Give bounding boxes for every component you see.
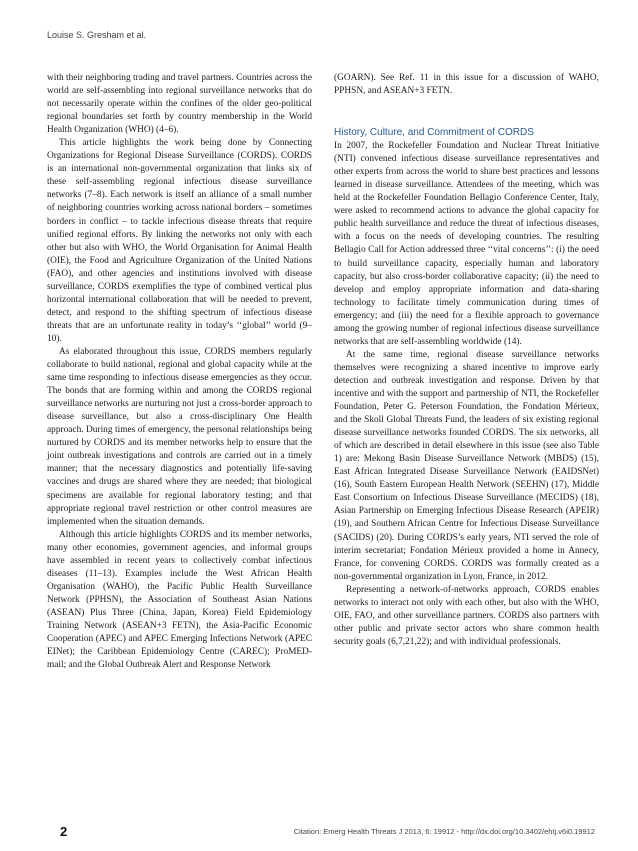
- right-column: [334, 72, 599, 649]
- section-heading: History, Culture, and Commitment of CORDS: [334, 127, 534, 139]
- page-number: 2: [60, 824, 68, 839]
- left-column: [47, 72, 312, 672]
- running-head: Louise S. Gresham et al.: [47, 30, 147, 40]
- body-paragraph: As elaborated throughout this issue, CORDS members regularly collaborate to build national, regional and global capacity while at the same time responding to infectious disease emergencies as they occur. The bonds that are forming within and among the CORDS regional surveillance networks are nurturing not just a cross-border approach to disease surveillance, but also a cross-disciplinary One Health approach. During times of emergency, the personal relationships being nurtured by CORDS and its member networks help to ensure that the joint outbreak investigations and controls are carried out in a timely manner; that the necessary diagnostics and potentially life-saving vaccines and drugs are shared where they are needed; that biological specimens are available for regional laboratory testing; and that appropriate regional travel restriction or other control measures are implemented when the situation demands.: [47, 346, 312, 527]
- body-paragraph: with their neighboring trading and travel partners. Countries across the world are self-assembling into regional surveillance networks that do not necessarily operate within the confines of the older geo-political regional boundaries set forth by country membership in the World Health Organization (WHO) (4–6).: [47, 73, 312, 136]
- body-paragraph: (GOARN). See Ref. 11 in this issue for a discussion of WAHO, PPHSN, and ASEAN+3 FETN.: [334, 73, 599, 97]
- body-paragraph: At the same time, regional disease surveillance networks themselves were recognizing a shared incentive to improve early detection and outbreak investigation and response. Driven by that incentive and with the support and partnership of NTI, the Rockefeller Foundation, Peter G. Peterson Foundation, the Fondation Mérieux, and the Skoll Global Threats Fund, the leaders of six existing regional disease surveillance networks founded CORDS. The six networks, all of which are described in detail elsewhere in this issue (see also Table 1) are: Mekong Basin Disease Surveillance Network (MBDS) (15), East African Integrated Disease Surveillance Network (EAIDSNet) (16), South Eastern European Health Network (SEEHN) (17), Middle East Consortium on Infectious Disease Surveillance (MECIDS) (18), Asian Partnership on Emerging Infectious Disease Research (APEIR) (19), and Southern African Centre for Infectious Disease Surveillance (SACIDS) (20). During CORDS’s early years, NTI served the role of interim secretariat; Fondation Mérieux provided a home in Annecy, France, for convening CORDS. CORDS was formally created as a non-governmental organization in Lyon, France, in 2012.: [334, 349, 599, 582]
- body-paragraph: In 2007, the Rockefeller Foundation and Nuclear Threat Initiative (NTI) convened infectious disease surveillance representatives and other experts from across the world to share best practices and lessons learned in disease surveillance. Attendees of the meeting, which was held at the Rockefeller Foundation Bellagio Conference Center, Italy, were asked to recommend actions to advance the global capacity for public health surveillance and reduce the threat of infectious diseases, with a focus on the needs of developing countries. The resulting Bellagio Call for Action addressed three ‘‘vital concerns’’: (i) the need to build surveillance capacity, especially human and laboratory capacity, but also cross-border collaborative capacity; (ii) the need to develop and employ appropriate information and data-sharing technology to facilitate timely communication during times of emergency; and (iii) the need for a flexible approach to governance among the growing number of regional infectious disease surveillance networks that are self-assembling worldwide (14).: [334, 141, 599, 347]
- body-paragraph: Representing a network-of-networks approach, CORDS enables networks to interact not only with each other, but also with the WHO, OIE, FAO, and other surveillance partners. CORDS also partners with other public and private sector actors who share common health security goals (6,7,21,22); and with individual professionals.: [334, 584, 599, 647]
- body-paragraph: Although this article highlights CORDS and its member networks, many other economies, government agencies, and informal groups have assembled in recent years to collectively combat infectious diseases (11–13). Examples include the West African Health Organisation (WAHO), the Pacific Public Health Surveillance Network (PPHSN), the Association of Southeast Asian Nations (ASEAN) Plus Three (China, Japan, Korea) Field Epidemiology Training Network (ASEAN+3 FETN), the Asia-Pacific Economic Cooperation (APEC) and APEC Emerging Infections Network (APEC EINet); the Caribbean Epidemiology Centre (CAREC); ProMED-mail; and the Global Outbreak Alert and Response Network: [47, 529, 312, 671]
- body-paragraph: This article highlights the work being done by Connecting Organizations for Regional Disease Surveillance (CORDS). CORDS is an international non-governmental organization that links six of these self-assembling regional infectious disease surveillance networks (7–8). Each network is itself an alliance of a small number of neighboring countries working across national borders – sometimes borders in conflict – to tackle infectious disease threats that require unified regional efforts. By linking the networks not only with each other but also with WHO, the World Organisation for Animal Health (OIE), the Food and Agriculture Organization of the United Nations (FAO), and other agencies and institutions involved with disease surveillance, CORDS exemplifies the type of combined vertical plus horizontal international collaboration that will be needed to prevent, detect, and respond to the shifting spectrum of infectious disease threats that are an unfortunate reality in today’s ‘‘global’’ world (9–10).: [47, 138, 312, 344]
- citation-footer: Citation: Emerg Health Threats J 2013, 6: 19912 - http://dx.doi.org/10.3402/ehtj.v6i0.19912: [293, 827, 595, 836]
